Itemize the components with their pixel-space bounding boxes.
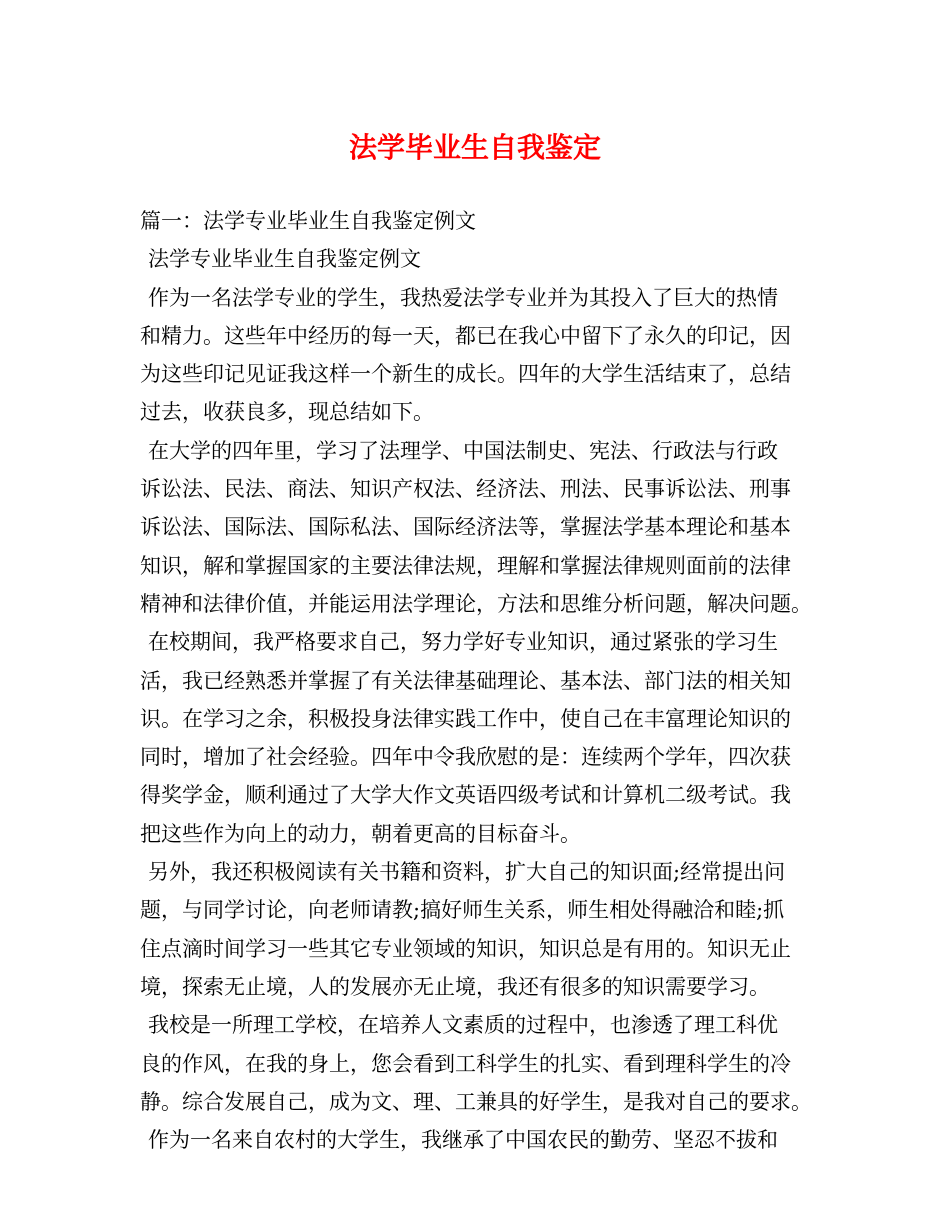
text-line: 过去，收获良多，现总结如下。 [140,400,434,425]
text-line: 把这些作为向上的动力，朝着更高的目标奋斗。 [140,821,581,846]
text-line: 活，我已经熟悉并掌握了有关法律基础理论、基本法、部门法的相关知 [140,668,791,693]
text-line: 精神和法律价值，并能运用法学理论，方法和思维分析问题，解决问题。 [140,591,812,616]
text-line: 题，与同学讨论，向老师请教;搞好师生关系，师生相处得融洽和睦;抓 [140,898,785,923]
text-line: 作为一名来自农村的大学生，我继承了中国农民的勤劳、坚忍不拔和 [148,1128,778,1153]
text-line: 诉讼法、国际法、国际私法、国际经济法等，掌握法学基本理论和基本 [140,515,791,540]
text-line: 作为一名法学专业的学生，我热爱法学专业并为其投入了巨大的热情 [148,285,778,310]
document-title: 法学毕业生自我鉴定 [348,131,601,164]
text-line: 诉讼法、民法、商法、知识产权法、经济法、刑法、民事诉讼法、刑事 [140,477,791,502]
text-line: 境，探索无止境，人的发展亦无止境，我还有很多的知识需要学习。 [140,974,770,999]
text-line: 在校期间，我严格要求自己，努力学好专业知识，通过紧张的学习生 [148,630,778,655]
text-line: 住点滴时间学习一些其它专业领域的知识，知识总是有用的。知识无止 [140,936,791,961]
text-line: 知识，解和掌握国家的主要法律法规，理解和掌握法律规则面前的法律 [140,553,791,578]
text-line: 静。综合发展自己，成为文、理、工兼具的好学生，是我对自己的要求。 [140,1089,812,1114]
text-line: 得奖学金，顺利通过了大学大作文英语四级考试和计算机二级考试。我 [140,783,791,808]
text-line: 和精力。这些年中经历的每一天，都已在我心中留下了永久的印记，因 [140,323,791,348]
text-line: 我校是一所理工学校，在培养人文素质的过程中，也渗透了理工科优 [148,1013,778,1038]
text-line: 另外，我还积极阅读有关书籍和资料，扩大自己的知识面;经常提出问 [148,860,786,885]
text-line: 良的作风，在我的身上，您会看到工科学生的扎实、看到理科学生的冷 [140,1051,791,1076]
document-body [140,202,820,1159]
text-line: 为这些印记见证我这样一个新生的成长。四年的大学生活结束了，总结 [140,362,791,387]
text-line: 篇一：法学专业毕业生自我鉴定例文 [140,209,476,233]
text-line: 识。在学习之余，积极投身法律实践工作中，使自己在丰富理论知识的 [140,706,791,731]
text-line: 同时，增加了社会经验。四年中令我欣慰的是：连续两个学年，四次获 [140,745,791,770]
text-line: 在大学的四年里，学习了法理学、中国法制史、宪法、行政法与行政 [148,438,778,463]
text-line: 法学专业毕业生自我鉴定例文 [148,247,421,272]
